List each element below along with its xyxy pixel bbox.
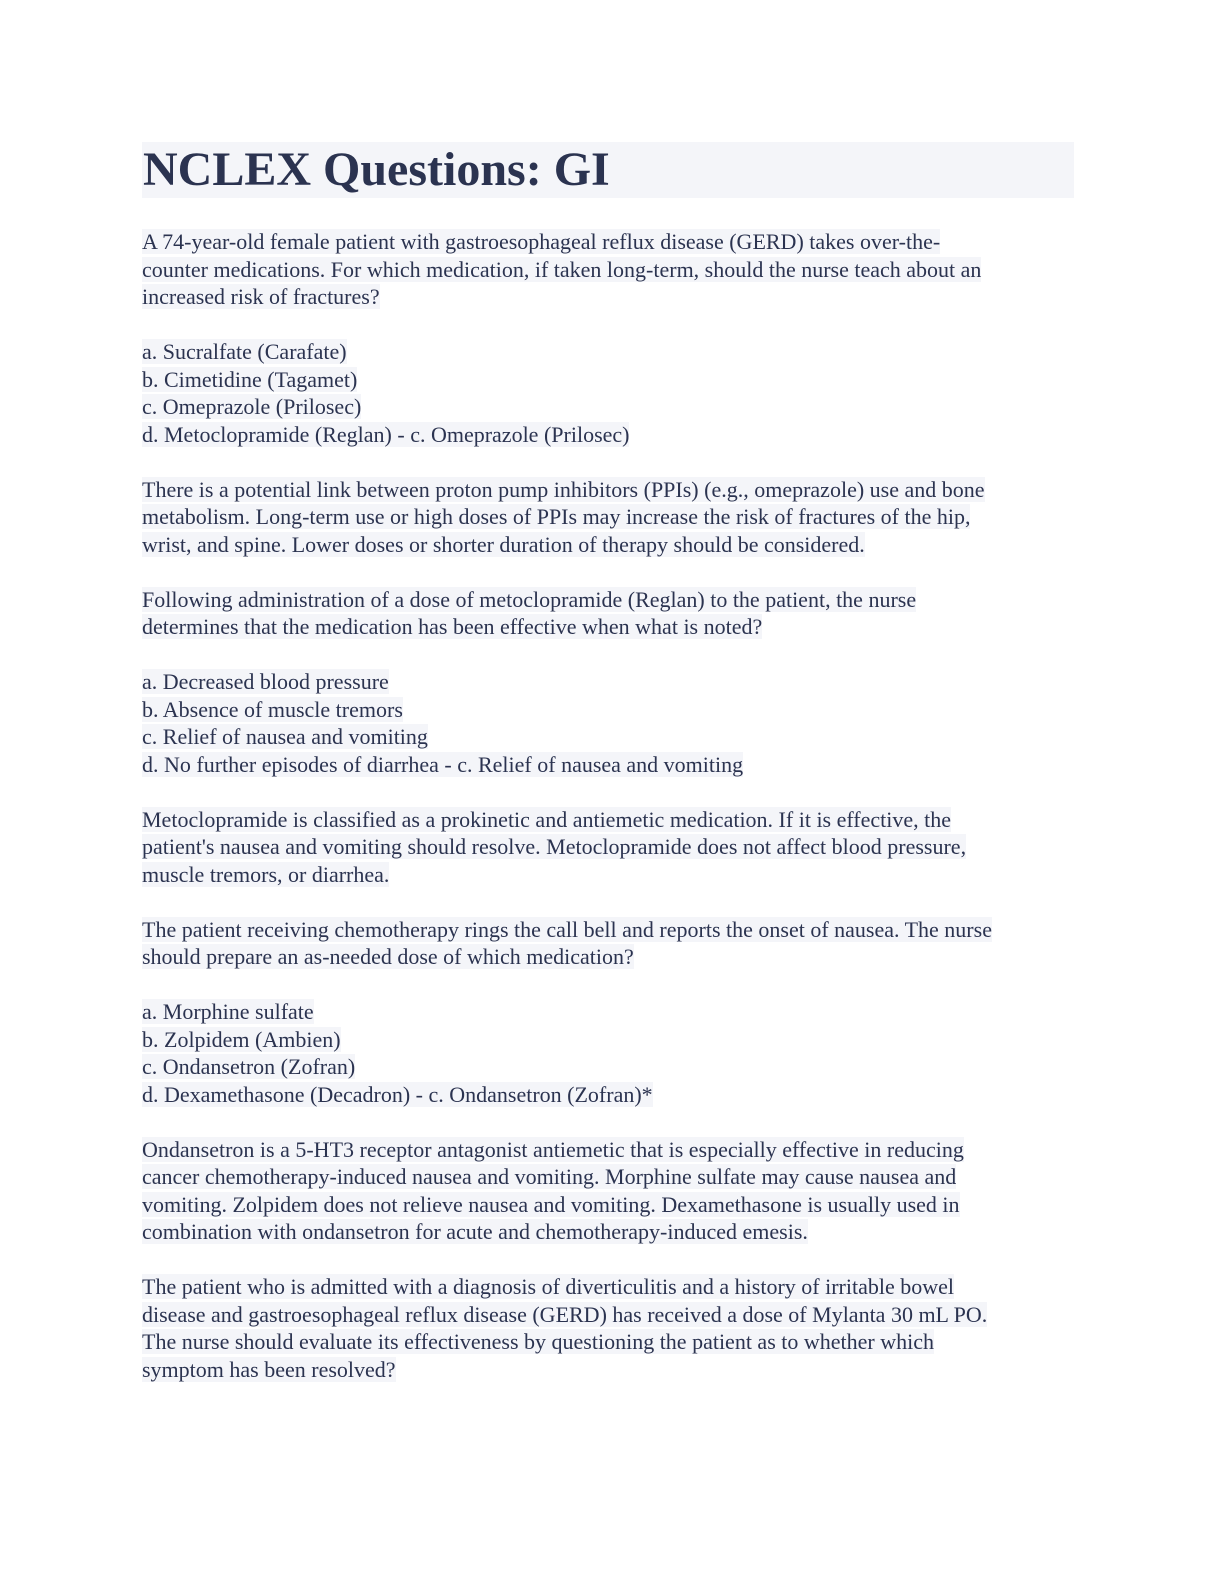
answer-option: [142, 1081, 1074, 1109]
question-line: [142, 916, 1074, 944]
line-text: Ondansetron is a 5-HT3 receptor antagonist antiemetic that is especially effective in reducing: [142, 1136, 964, 1162]
answer-option: [142, 751, 1074, 779]
line-text: wrist, and spine. Lower doses or shorter duration of therapy should be considered.: [142, 531, 865, 557]
line-text: cancer chemotherapy-induced nausea and vomiting. Morphine sulfate may cause nausea and: [142, 1164, 957, 1189]
spacer: [142, 778, 1074, 806]
rationale-block: [142, 1136, 1074, 1246]
line-text: b. Absence of muscle tremors: [142, 696, 403, 722]
rationale-block: [142, 476, 1074, 559]
line-text: counter medications. For which medication, if taken long-term, should the nurse teach about an: [142, 256, 982, 282]
line-text: symptom has been resolved?: [142, 1356, 396, 1382]
answer-option: [142, 723, 1074, 751]
question-block: [142, 916, 1074, 971]
rationale-block: [142, 806, 1074, 889]
question-block: [142, 586, 1074, 641]
question-block: [142, 1273, 1074, 1383]
line-text: vomiting. Zolpidem does not relieve nausea and vomiting. Dexamethasone is usually used in: [142, 1191, 960, 1217]
rationale-line: [142, 1191, 1074, 1219]
line-text: c. Omeprazole (Prilosec): [142, 394, 362, 419]
question-line: [142, 943, 1074, 971]
rationale-line: [142, 1218, 1074, 1246]
rationale-line: [142, 1136, 1074, 1164]
options-block: [142, 998, 1074, 1108]
answer-option: [142, 393, 1074, 421]
line-text: should prepare an as-needed dose of which medication?: [142, 944, 634, 969]
question-line: [142, 1356, 1074, 1384]
line-text: There is a potential link between proton pump inhibitors (PPIs) (e.g., omeprazole) use and bone: [142, 476, 985, 502]
line-text: a. Decreased blood pressure: [142, 669, 389, 694]
line-text: A 74-year-old female patient with gastroesophageal reflux disease (GERD) takes over-the-: [142, 229, 941, 254]
rationale-line: [142, 531, 1074, 559]
question-line: [142, 256, 1074, 284]
line-text: muscle tremors, or diarrhea.: [142, 861, 390, 887]
line-text: c. Ondansetron (Zofran): [142, 1054, 356, 1079]
line-text: a. Morphine sulfate: [142, 999, 314, 1024]
spacer: [142, 558, 1074, 586]
question-line: [142, 1301, 1074, 1329]
line-text: d. Metoclopramide (Reglan) - c. Omeprazole (Prilosec): [142, 421, 630, 447]
line-text: disease and gastroesophageal reflux disease (GERD) has received a dose of Mylanta 30 mL PO.: [142, 1301, 988, 1327]
question-line: [142, 613, 1074, 641]
line-text: c. Relief of nausea and vomiting: [142, 724, 428, 749]
line-text: combination with ondansetron for acute and chemotherapy-induced emesis.: [142, 1219, 808, 1244]
rationale-line: [142, 806, 1074, 834]
line-text: d. No further episodes of diarrhea - c. Relief of nausea and vomiting: [142, 751, 744, 777]
line-text: The patient who is admitted with a diagnosis of diverticulitis and a history of irritable bowel: [142, 1274, 954, 1299]
question-line: [142, 283, 1074, 311]
question-line: [142, 1328, 1074, 1356]
question-line: [142, 1273, 1074, 1301]
spacer: [142, 1108, 1074, 1136]
rationale-line: [142, 833, 1074, 861]
answer-option: [142, 421, 1074, 449]
page-title: NCLEX Questions: GI: [143, 143, 610, 196]
line-text: Metoclopramide is classified as a prokinetic and antiemetic medication. If it is effective, the: [142, 806, 952, 832]
rationale-line: [142, 1163, 1074, 1191]
line-text: patient's nausea and vomiting should resolve. Metoclopramide does not affect blood pressure,: [142, 834, 967, 859]
answer-option: [142, 366, 1074, 394]
spacer: [142, 311, 1074, 339]
spacer: [142, 198, 1074, 228]
rationale-line: [142, 476, 1074, 504]
line-text: b. Zolpidem (Ambien): [142, 1026, 341, 1052]
line-text: Following administration of a dose of metoclopramide (Reglan) to the patient, the nurse: [142, 586, 917, 612]
spacer: [142, 641, 1074, 669]
document-page: [142, 142, 1074, 1383]
rationale-line: [142, 503, 1074, 531]
line-text: b. Cimetidine (Tagamet): [142, 366, 358, 392]
answer-option: [142, 1026, 1074, 1054]
answer-option: [142, 668, 1074, 696]
options-block: [142, 338, 1074, 448]
line-text: a. Sucralfate (Carafate): [142, 339, 347, 364]
line-text: d. Dexamethasone (Decadron) - c. Ondansetron (Zofran)*: [142, 1081, 653, 1107]
spacer: [142, 1246, 1074, 1274]
spacer: [142, 888, 1074, 916]
spacer: [142, 971, 1074, 999]
rationale-line: [142, 861, 1074, 889]
answer-option: [142, 998, 1074, 1026]
question-line: [142, 586, 1074, 614]
line-text: The nurse should evaluate its effectiveness by questioning the patient as to whether which: [142, 1329, 934, 1354]
answer-option: [142, 1053, 1074, 1081]
content-blocks: [142, 228, 1074, 1383]
spacer: [142, 448, 1074, 476]
question-line: [142, 228, 1074, 256]
line-text: The patient receiving chemotherapy rings the call bell and reports the onset of nausea. The nurse: [142, 916, 992, 942]
options-block: [142, 668, 1074, 778]
title-bar: [142, 142, 1074, 198]
question-block: [142, 228, 1074, 311]
line-text: increased risk of fractures?: [142, 284, 380, 309]
answer-option: [142, 696, 1074, 724]
answer-option: [142, 338, 1074, 366]
line-text: determines that the medication has been effective when what is noted?: [142, 614, 763, 639]
line-text: metabolism. Long-term use or high doses of PPIs may increase the risk of fractures of the hip,: [142, 504, 971, 529]
